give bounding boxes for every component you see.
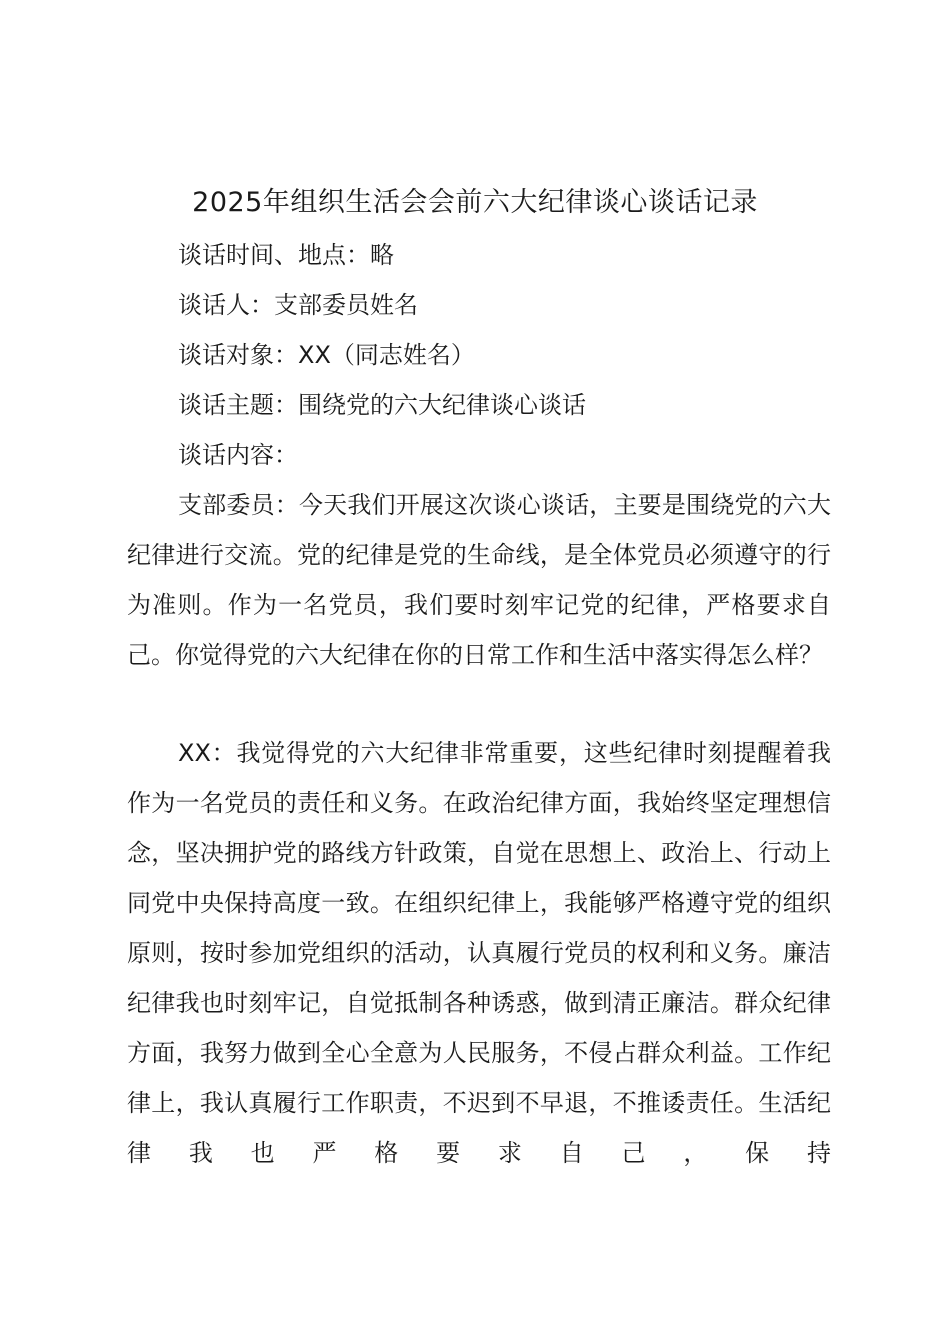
meta-time-place: 谈话时间、地点：略 bbox=[178, 241, 394, 269]
meta-interviewee: 谈话对象：XX（同志姓名） bbox=[178, 341, 475, 369]
document-title: 2025年组织生活会会前六大纪律谈心谈话记录 bbox=[192, 187, 758, 218]
paragraph-xx-reply: XX：我觉得党的六大纪律非常重要，这些纪律时刻提醒着我作为一名党员的责任和义务。在政治纪律方面，我始终坚定理想信念，坚决拥护党的路线方针政策，自觉在思想上、政治上、行动上同党中央保持高度一致。在组织纪律上，我能够严格遵守党的组织原则，按时参加党组织的活动，认真履行党员的权利和义务。廉洁纪律我也时刻牢记，自觉抵制各种诱惑，做到清正廉洁。群众纪律方面，我努力做到全心全意为人民服务，不侵占群众利益。工作纪律上，我认真履行工作职责，不迟到不早退，不推诿责任。生活纪律我也严格要求自己，保持 bbox=[127, 739, 831, 1167]
meta-content-label: 谈话内容： bbox=[178, 441, 298, 469]
paragraph-committee-member: 支部委员：今天我们开展这次谈心谈话，主要是围绕党的六大纪律进行交流。党的纪律是党的生命线，是全体党员必须遵守的行为准则。作为一名党员，我们要时刻牢记党的纪律，严格要求自己。你觉得党的六大纪律在你的日常工作和生活中落实得怎么样？ bbox=[127, 491, 831, 669]
meta-topic: 谈话主题：围绕党的六大纪律谈心谈话 bbox=[178, 391, 586, 419]
meta-interviewer: 谈话人：支部委员姓名 bbox=[178, 291, 418, 319]
